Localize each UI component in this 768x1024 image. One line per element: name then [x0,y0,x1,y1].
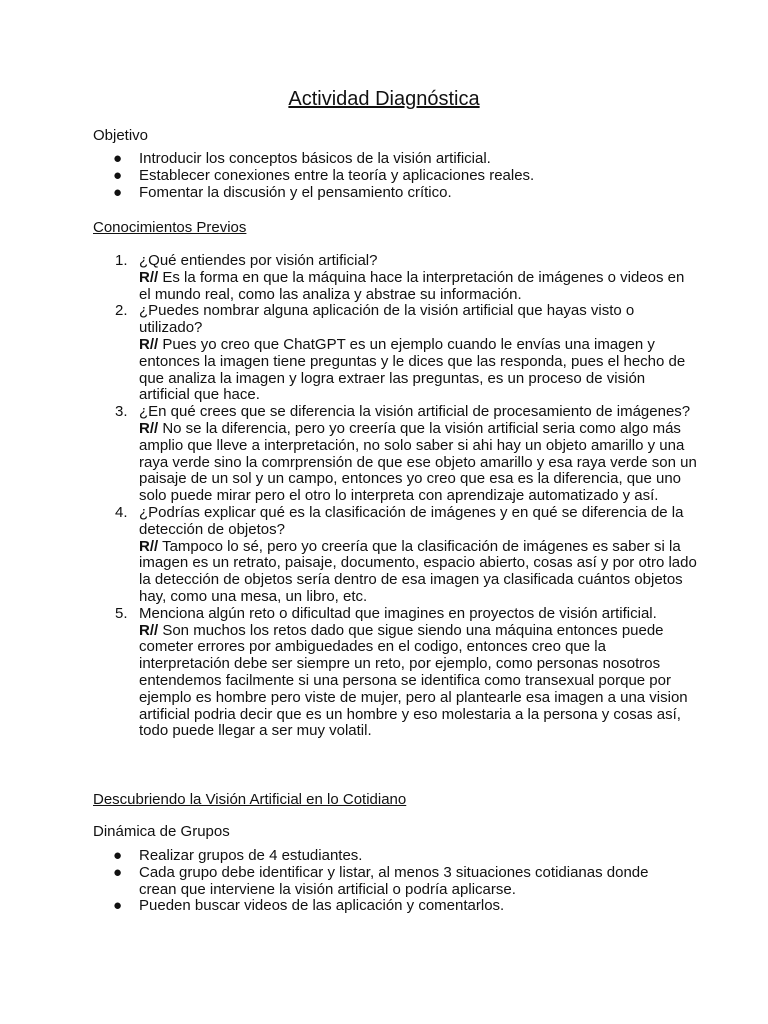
question-item [0,303,700,404]
objective-list [0,151,600,201]
answer-body: No se la diferencia, pero yo creería que la visión artificial seria como algo más amplio que lleve a interpretación, no solo saber si ahi hay un objeto amarillo y una raya verde sino la comrprensión de que ese objeto amarillo y esa raya verde son un paisaje de un sol y un campo, entonces yo creo que esa es la diferencia, que uno solo puede mirar pero el otro lo interpreta con aprendizaje automatizado y así. [139,419,697,505]
answer-body: Tampoco lo sé, pero yo creería que la clasificación de imágenes es saber si la imagen es un retrato, paisaje, documento, espacio abierto, cosas así y por otro lado la detección de objetos sería dentro de esa imagen ya clasificada cuántos objetos hay, como una mesa, un libro, etc. [139,537,697,605]
question-item [0,606,700,740]
list-item [0,865,680,899]
question-text: ¿Qué entiendes por visión artificial? [139,252,378,269]
question-text: ¿Podrías explicar qué es la clasificación de imágenes y en qué se diferencia de la detección de objetos? [139,503,684,538]
list-item [0,848,680,865]
question-number: 2. [115,302,128,320]
questions-list [0,253,700,740]
list-item [0,185,600,202]
question-item [0,253,700,303]
page-title: Actividad Diagnóstica [288,88,480,110]
question-number: 3. [115,403,128,421]
section-heading-conocimientos-previos: Conocimientos Previos [93,219,247,236]
question-number: 4. [115,503,128,521]
answer-text [139,337,700,404]
bullet-icon: ● [113,897,123,915]
answer-text [139,539,700,606]
question-number: 5. [115,604,128,622]
question-number: 1. [115,252,128,269]
question-item [0,505,700,606]
list-item [0,168,600,185]
list-item-text: Establecer conexiones entre la teoría y aplicaciones reales. [139,166,535,184]
list-item-text: Realizar grupos de 4 estudiantes. [139,847,363,864]
list-item-text: Introducir los conceptos básicos de la visión artificial. [139,150,491,167]
question-text: ¿En qué crees que se diferencia la visión artificial de procesamiento de imágenes? [139,403,691,421]
question-text: Menciona algún reto o dificultad que imagines en proyectos de visión artificial. [139,604,657,622]
answer-label: R// [139,335,159,353]
answer-text [139,421,700,505]
question-text: ¿Puedes nombrar alguna aplicación de la visión artificial que hayas visto o utilizado? [139,302,635,337]
bullet-icon: ● [113,847,123,864]
answer-label: R// [139,419,159,437]
list-item [0,898,680,915]
answer-label: R// [139,537,159,555]
bullet-icon: ● [113,863,123,881]
list-item-text: Fomentar la discusión y el pensamiento crítico. [139,183,452,201]
section-heading-objetivo: Objetivo [93,127,149,144]
question-item [0,404,700,505]
section-heading-dinamica-de-grupos: Dinámica de Grupos [93,823,230,840]
answer-body: Pues yo creo que ChatGPT es un ejemplo cuando le envías una imagen y entonces la imagen tiene preguntas y le dices que las responda, pues el hecho de que analiza la imagen y logra extraer las preguntas, es un proceso de visión artificial que hace. [139,335,686,404]
answer-text [139,270,700,304]
list-item-text: Pueden buscar videos de las aplicación y comentarlos. [139,897,505,915]
answer-label: R// [139,621,159,639]
bullet-icon: ● [113,166,123,184]
bullet-icon: ● [113,183,123,201]
group-dynamics-list [0,848,680,915]
bullet-icon: ● [113,150,123,167]
answer-body: Es la forma en que la máquina hace la interpretación de imágenes o videos en el mundo real, como las analiza y abstrae su información. [139,268,685,303]
list-item-text: Cada grupo debe identificar y listar, al menos 3 situaciones cotidianas donde crean que interviene la visión artificial o podría aplicarse. [139,863,649,898]
section-heading-descubriendo: Descubriendo la Visión Artificial en lo Cotidiano [93,791,407,808]
answer-text [139,623,700,741]
answer-label: R// [139,268,159,286]
answer-body: Son muchos los retos dado que sigue siendo una máquina entonces puede cometer errores por ambiguedades en el codigo, entonces creo que la interpretación debe ser siempre un reto, por ejemplo, como personas nosotros entendemos facilmente si una persona se identifica como transexual porque por ejemplo es hombre pero viste de mujer, pero al plantearle esa imagen a una vision artificial podria decir que es un hombre y eso molestaria a la persona y cosas así, todo puede llegar a ser muy volatil. [139,621,688,740]
list-item [0,151,600,168]
